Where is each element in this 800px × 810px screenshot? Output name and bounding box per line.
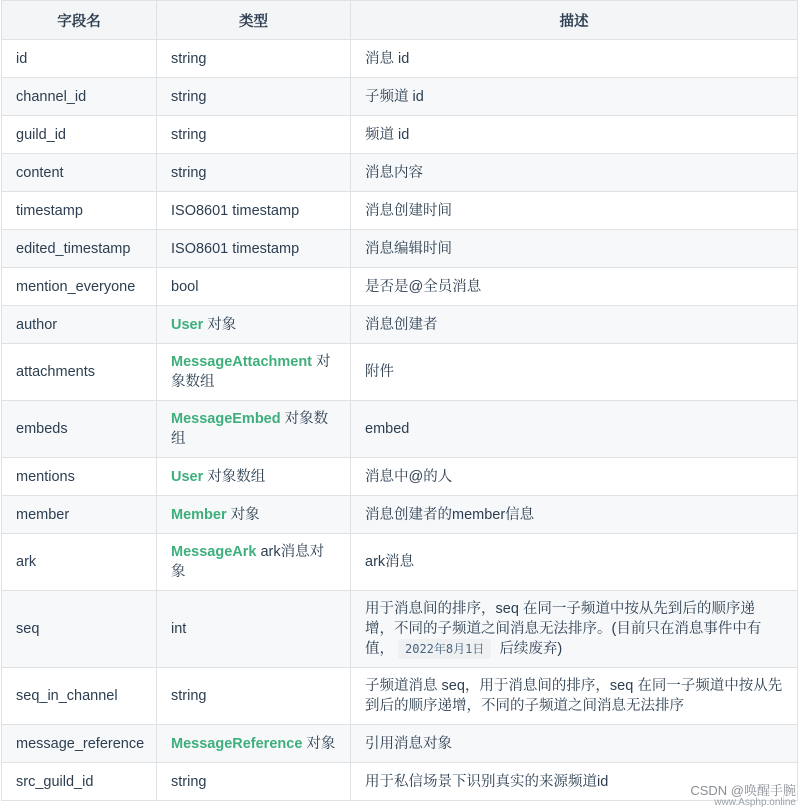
table-row (2, 401, 798, 458)
watermark-subtext: www.Asphp.online (714, 797, 796, 808)
field-type (157, 192, 351, 230)
type-text: string (171, 50, 207, 67)
field-name: mention_everyone (2, 268, 157, 306)
type-link[interactable]: MessageEmbed (171, 411, 281, 427)
table-row (2, 154, 798, 192)
field-name: id (2, 40, 157, 78)
type-text: string (171, 88, 207, 105)
field-description: 子频道消息 seq，用于消息间的排序，seq 在同一子频道中按从先到后的顺序递增，不同的子频道之间消息无法排序 (351, 668, 798, 725)
type-link[interactable]: User (171, 468, 204, 485)
type-link[interactable]: Member (171, 506, 227, 523)
field-name: src_guild_id (2, 763, 157, 801)
field-name: content (2, 154, 157, 192)
field-name: seq_in_channel (2, 668, 157, 725)
header-field: 字段名 (2, 1, 157, 40)
description-text: 用于消息间的排序，seq 在同一子频道中按从先到后的顺序递增，不同的子频道之间消息无法排序。(目前只在消息事件中有值， (365, 601, 762, 657)
table-row (2, 78, 798, 116)
field-type (157, 668, 351, 725)
type-text: bool (171, 278, 199, 295)
type-text: int (171, 621, 187, 637)
field-name: channel_id (2, 78, 157, 116)
type-text: 对象数组 (203, 468, 266, 485)
field-type (157, 78, 351, 116)
field-name: embeds (2, 401, 157, 458)
field-type (157, 268, 351, 306)
field-description: ark消息 (351, 534, 798, 591)
field-type (157, 154, 351, 192)
table-row (2, 268, 798, 306)
field-description: 消息 id (351, 40, 798, 78)
type-text: ark消息对象 (171, 544, 325, 580)
type-text: ISO8601 timestamp (171, 240, 300, 257)
csdn-watermark (690, 784, 796, 808)
type-text: string (171, 773, 207, 790)
table-row (2, 192, 798, 230)
table-row (2, 40, 798, 78)
table-row (2, 534, 798, 591)
field-type (157, 401, 351, 458)
field-description: 消息中@的人 (351, 458, 798, 496)
field-type (157, 496, 351, 534)
field-description: 频道 id (351, 116, 798, 154)
field-name: mentions (2, 458, 157, 496)
type-text: 对象数组 (171, 411, 329, 447)
type-text: string (171, 688, 207, 704)
watermark-text: CSDN @唤醒手腕 (690, 783, 796, 798)
table-row (2, 116, 798, 154)
table-row (2, 306, 798, 344)
field-description: 消息内容 (351, 154, 798, 192)
field-description: 消息创建者的member信息 (351, 496, 798, 534)
type-text: 对象 (203, 316, 237, 333)
field-description: 引用消息对象 (351, 725, 798, 763)
field-name: ark (2, 534, 157, 591)
fields-table (1, 0, 798, 801)
type-link[interactable]: MessageAttachment (171, 354, 313, 370)
field-name: author (2, 306, 157, 344)
type-text: ISO8601 timestamp (171, 202, 300, 219)
table-row (2, 458, 798, 496)
type-link[interactable]: User (171, 316, 204, 333)
type-text: 对象 (302, 735, 336, 752)
type-text: string (171, 164, 207, 181)
type-text: 对象 (226, 506, 260, 523)
field-type (157, 116, 351, 154)
field-type (157, 230, 351, 268)
field-type (157, 458, 351, 496)
field-type (157, 344, 351, 401)
field-type (157, 534, 351, 591)
field-description: embed (351, 401, 798, 458)
field-name: seq (2, 591, 157, 668)
field-description: 消息创建时间 (351, 192, 798, 230)
field-type (157, 725, 351, 763)
type-text: string (171, 126, 207, 143)
table-row (2, 496, 798, 534)
field-type (157, 306, 351, 344)
inline-code: 2022年8月1日 (398, 639, 491, 659)
header-description: 描述 (351, 1, 798, 40)
description-text-end: 后续废弃) (495, 641, 563, 657)
field-description: 是否是@全员消息 (351, 268, 798, 306)
field-name: timestamp (2, 192, 157, 230)
type-link[interactable]: MessageReference (171, 735, 303, 752)
field-type (157, 40, 351, 78)
table-row (2, 230, 798, 268)
field-description: 附件 (351, 344, 798, 401)
field-type (157, 591, 351, 668)
field-description (351, 591, 798, 668)
table-header-row (2, 1, 798, 40)
table-row (2, 344, 798, 401)
type-link[interactable]: MessageArk (171, 544, 257, 560)
table-row (2, 763, 798, 801)
field-name: edited_timestamp (2, 230, 157, 268)
field-description: 子频道 id (351, 78, 798, 116)
field-name: attachments (2, 344, 157, 401)
field-description: 消息编辑时间 (351, 230, 798, 268)
field-type (157, 763, 351, 801)
field-description: 用于私信场景下识别真实的来源频道id (351, 763, 798, 801)
table-row (2, 725, 798, 763)
table-row (2, 668, 798, 725)
field-name: member (2, 496, 157, 534)
field-name: guild_id (2, 116, 157, 154)
type-text: 对象数组 (171, 354, 331, 390)
table-row (2, 591, 798, 668)
header-type: 类型 (157, 1, 351, 40)
field-description: 消息创建者 (351, 306, 798, 344)
field-name: message_reference (2, 725, 157, 763)
